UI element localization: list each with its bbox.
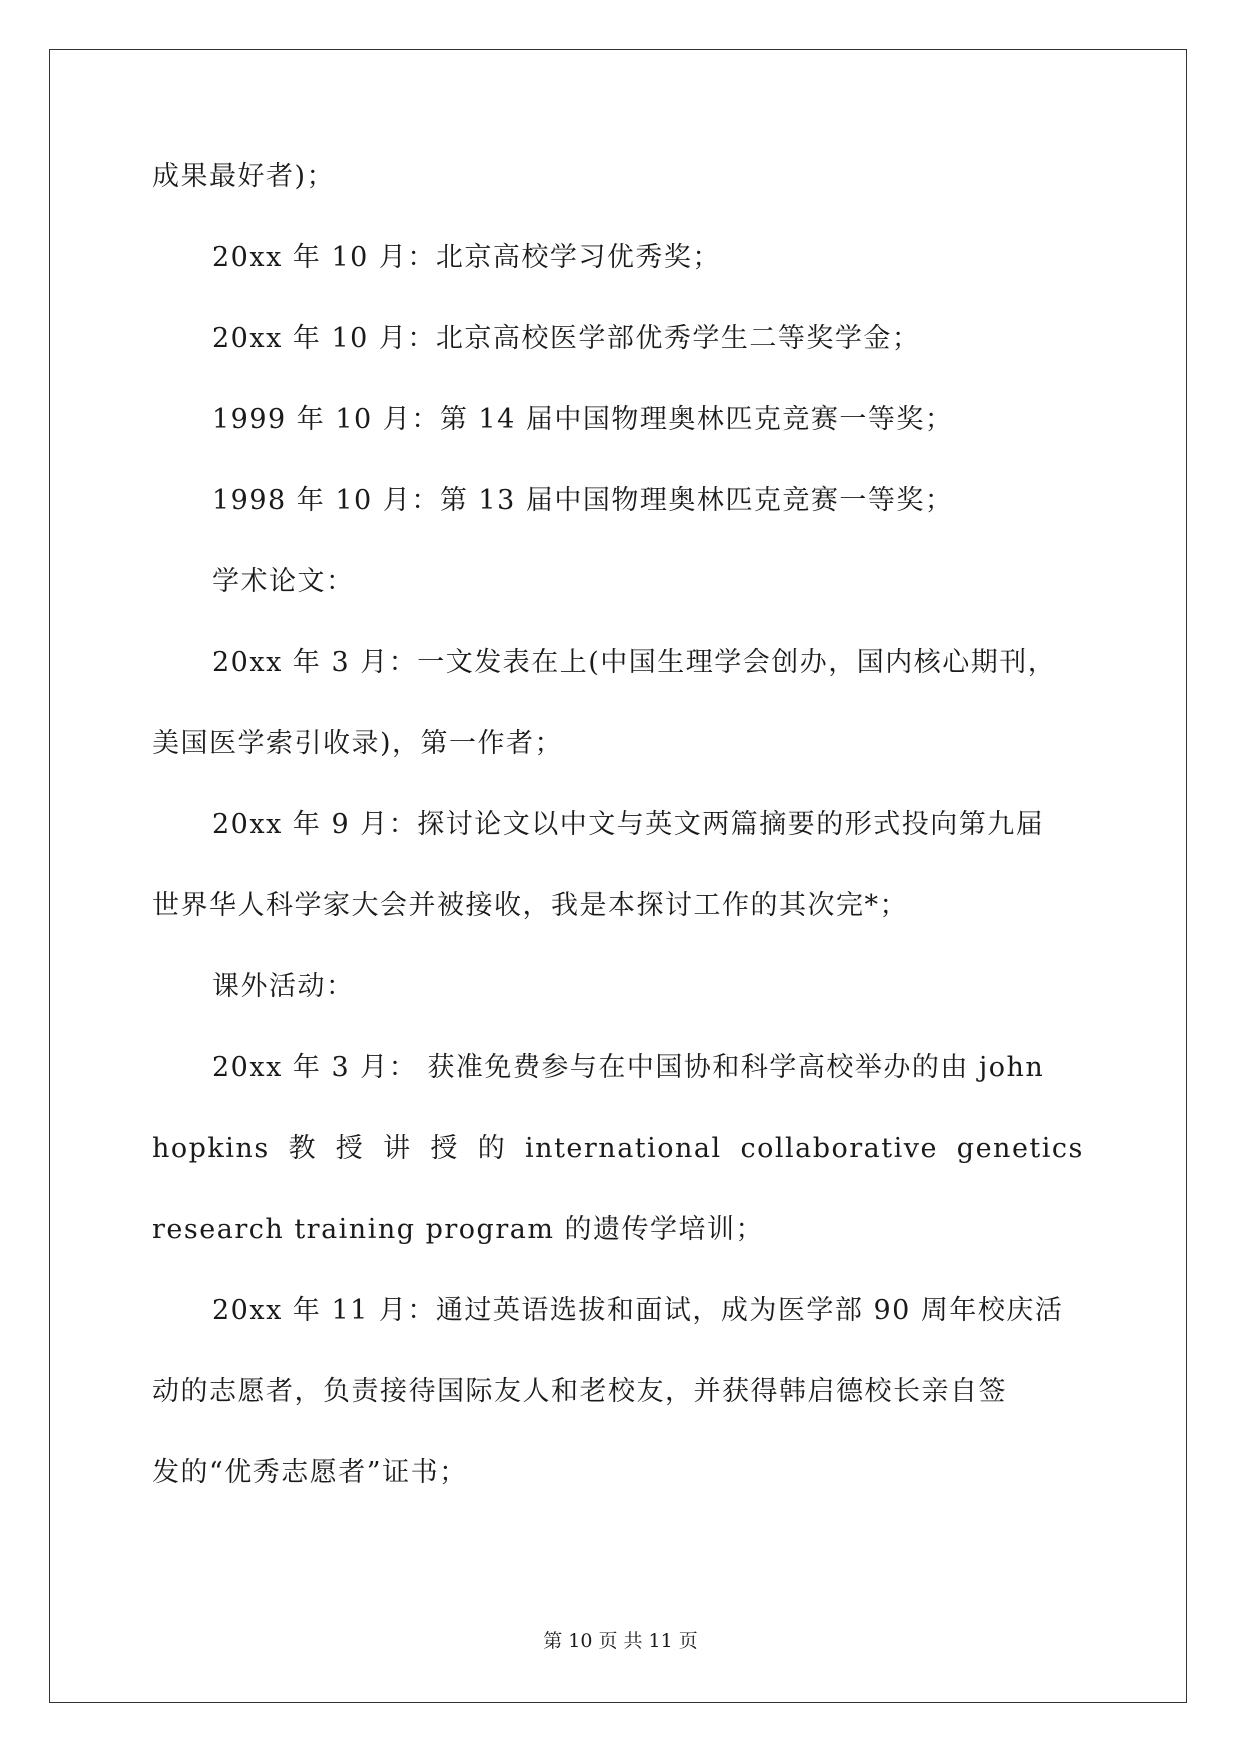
activity-line: 20xx 年 3 月： 获准免费参与在中国协和科学高校举办的由 john	[212, 1052, 1045, 1083]
word: 的	[477, 1133, 507, 1164]
word: international	[525, 1133, 722, 1164]
paper-line: 20xx 年 3 月：一文发表在上(中国生理学会创办，国内核心期刊，	[212, 647, 1057, 678]
word: 授	[430, 1133, 459, 1164]
paragraph-line: 成果最好者)；	[152, 161, 336, 192]
activity-line-continued: 动的志愿者，负责接待国际友人和老校友，并获得韩启德校长亲自签	[152, 1376, 1007, 1407]
word: hopkins	[152, 1133, 270, 1164]
document-body	[152, 157, 1084, 1534]
paper-line-continued: 世界华人科学家大会并被接收，我是本探讨工作的其次完*；	[152, 890, 908, 921]
activity-line-justified	[152, 1129, 1084, 1210]
section-heading-academic-papers: 学术论文：	[212, 566, 355, 597]
activity-line: 20xx 年 11 月：通过英语选拔和面试，成为医学部 90 周年校庆活	[212, 1295, 1064, 1326]
award-line: 20xx 年 10 月：北京高校医学部优秀学生二等奖学金；	[212, 323, 921, 354]
award-line: 20xx 年 10 月：北京高校学习优秀奖；	[212, 242, 721, 273]
word: 讲	[383, 1133, 412, 1164]
word: 授	[335, 1133, 365, 1164]
activity-line-continued: research training program 的遗传学培训；	[152, 1214, 765, 1245]
word: collaborative	[740, 1133, 938, 1164]
word: 教	[288, 1133, 317, 1164]
award-line: 1999 年 10 月：第 14 届中国物理奥林匹克竞赛一等奖；	[212, 404, 954, 435]
award-line: 1998 年 10 月：第 13 届中国物理奥林匹克竞赛一等奖；	[212, 485, 954, 516]
word: genetics	[956, 1133, 1084, 1164]
section-heading-extracurricular: 课外活动：	[212, 971, 355, 1002]
paper-line-continued: 美国医学索引收录)，第一作者；	[152, 728, 564, 759]
activity-line-continued: 发的“优秀志愿者”证书；	[152, 1457, 468, 1488]
paper-line: 20xx 年 9 月：探讨论文以中文与英文两篇摘要的形式投向第九届	[212, 809, 1045, 840]
page-number: 第 10 页 共 11 页	[543, 1630, 698, 1652]
